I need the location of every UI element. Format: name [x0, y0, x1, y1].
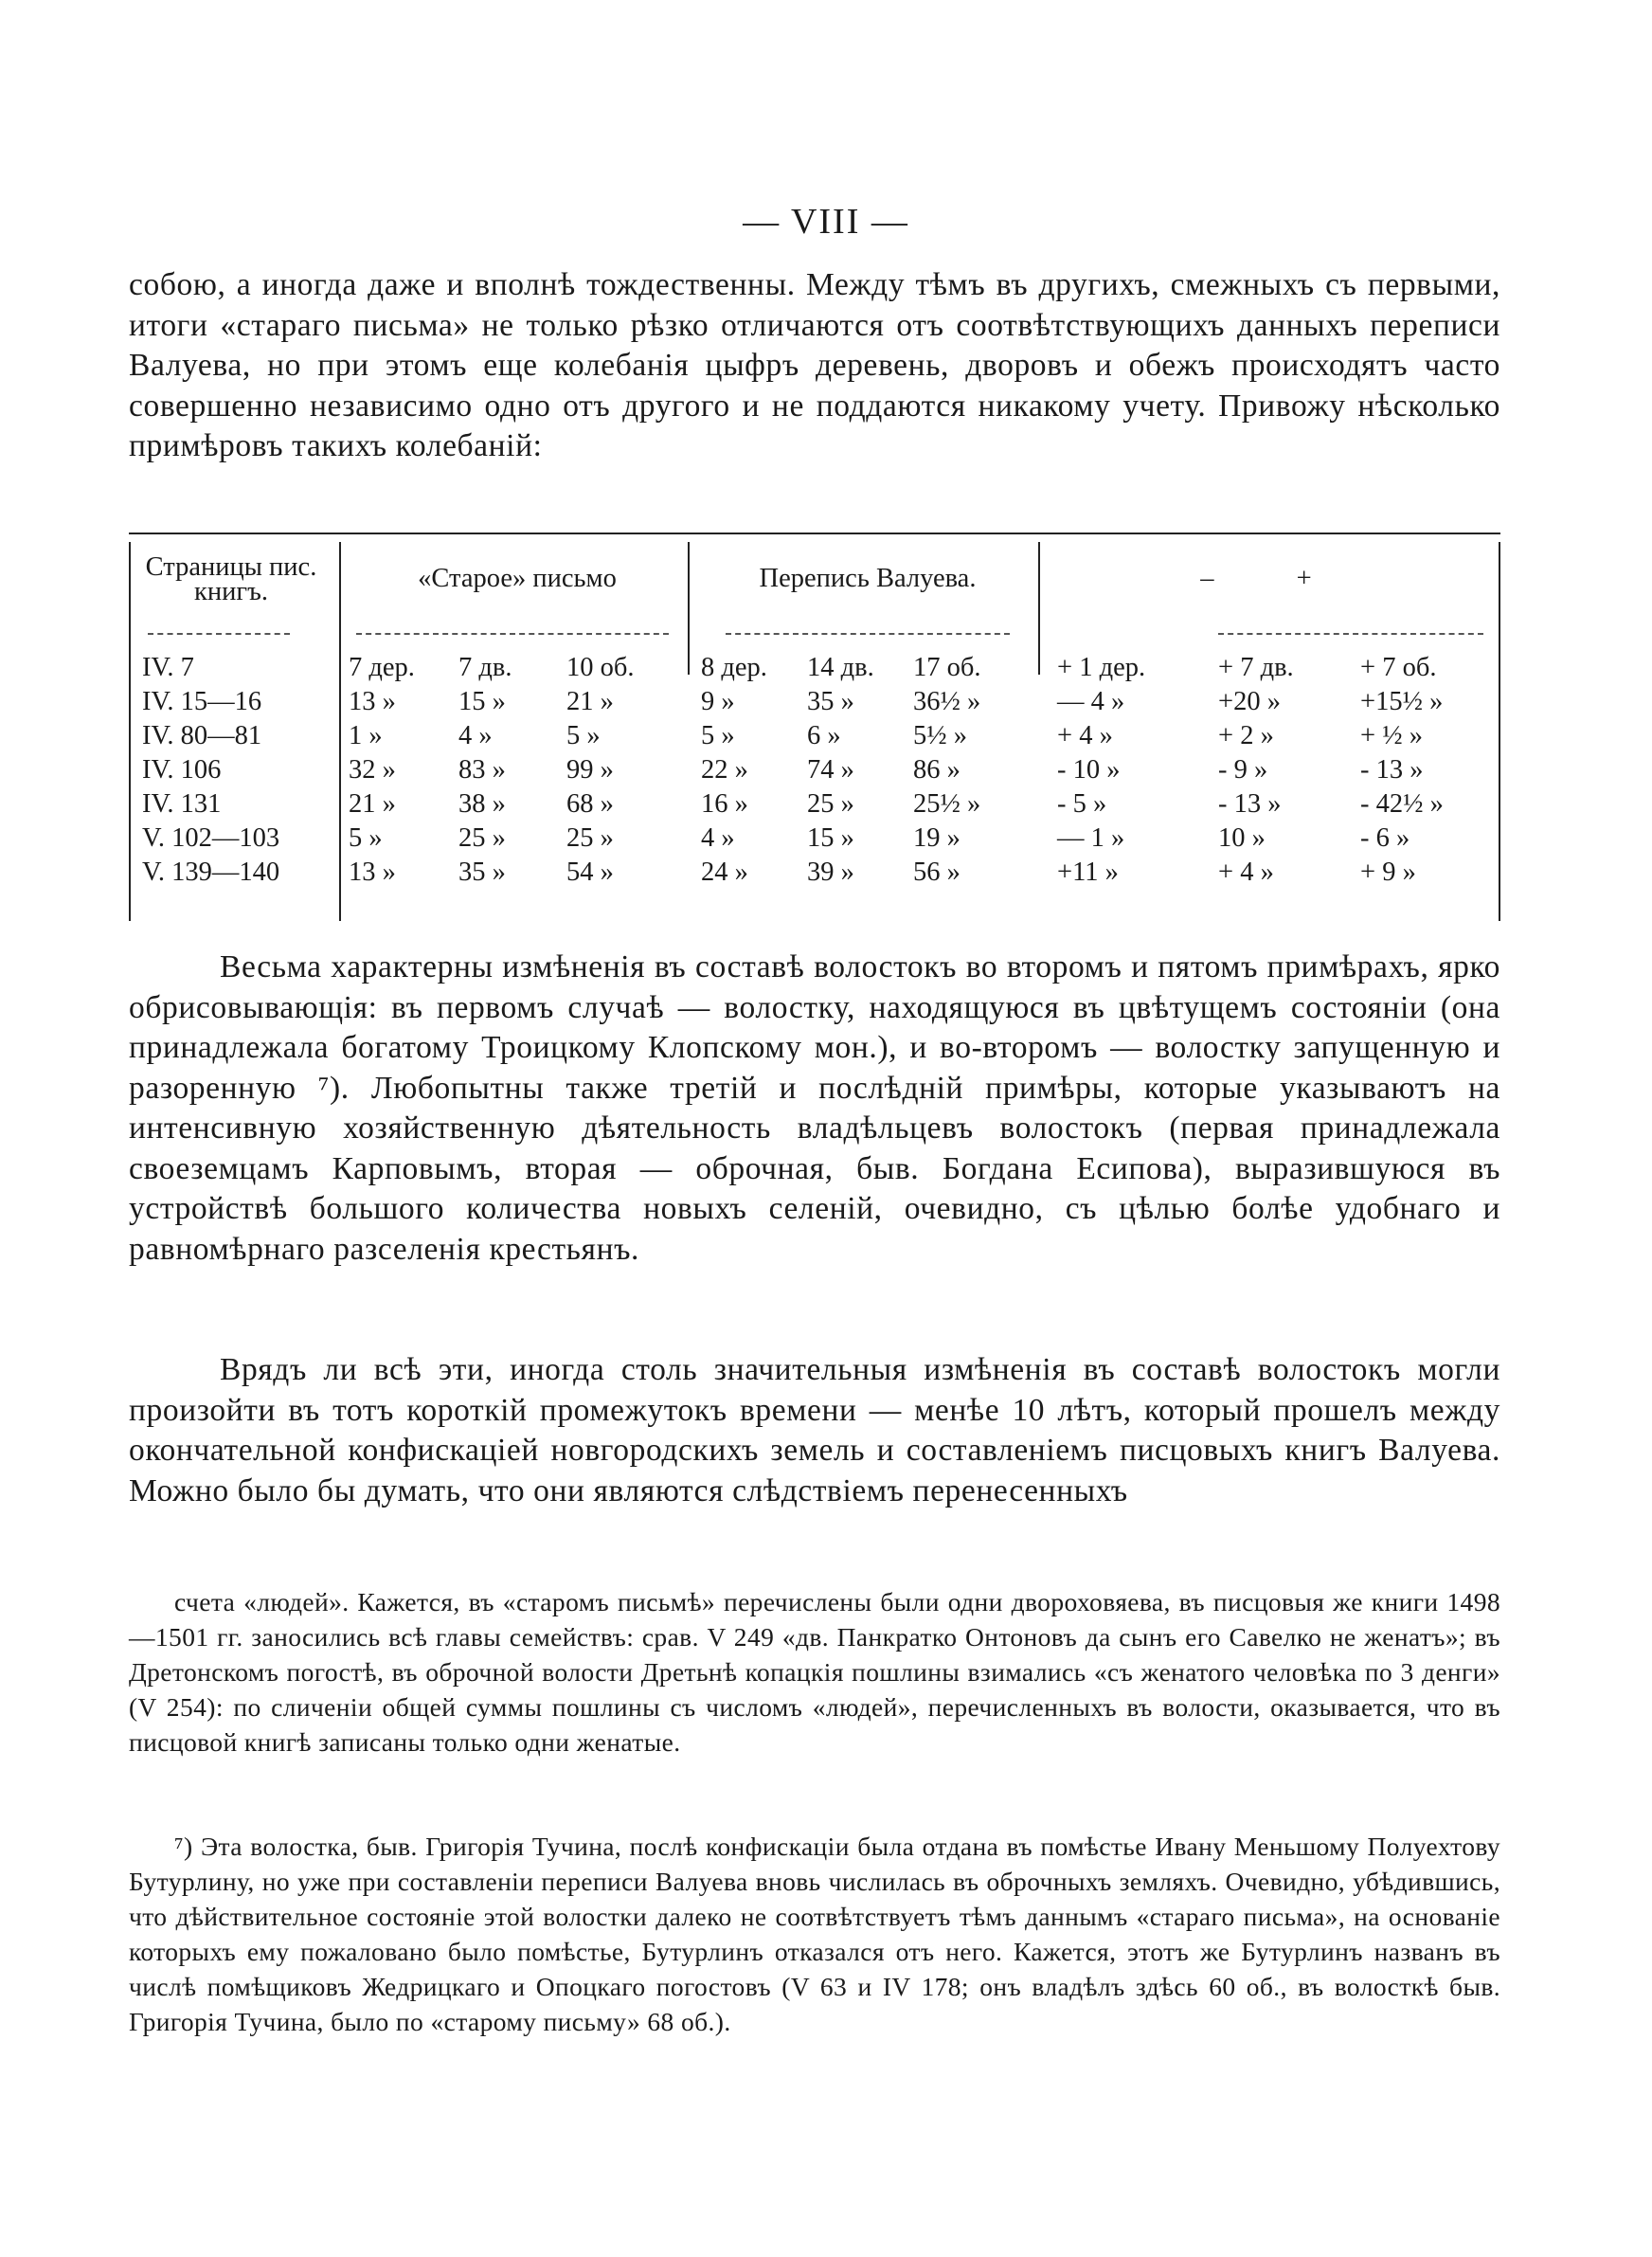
header-rule	[148, 633, 290, 635]
table-cell-d1: +11 »	[1057, 858, 1119, 887]
table-cell-v3: 36½ »	[913, 687, 981, 716]
table-cell-d1: — 4 »	[1057, 687, 1125, 716]
table-cell-v3: 56 »	[913, 858, 961, 887]
comparison-table	[129, 533, 1500, 921]
table-cell-d3: +15½ »	[1360, 687, 1444, 716]
paragraph-changes: Весьма характерны измѣненія въ составѣ волостокъ во второмъ и пятомъ примѣрахъ, ярко обрисовывающія: въ первомъ случаѣ — волостку, находящуюся въ цвѣтущемъ состояніи (она принадлежала богатому Троицкому Клопскому мон.), и во-второмъ — волостку запущенную и разоренную ⁷). Любопытны также третій и послѣдній примѣры, которые указываютъ на интенсивную хозяйственную дѣятельность владѣльцевъ волостокъ (первая принадлежала своеземцамъ Карповымъ, вторая — оброчная, быв. Богдана Есипова), выразившуюся въ устройствѣ большого количества новыхъ селеній, очевидно, съ цѣлью болѣе удобнаго и равномѣрнаго разселенія крестьянъ.	[129, 949, 1500, 1267]
table-cell-v3: 19 »	[913, 823, 961, 853]
header-difference: – +	[1200, 564, 1350, 593]
paragraph-doubt: Врядъ ли всѣ эти, иногда столь значительныя измѣненія въ составѣ волостокъ могли произойти въ тотъ короткій промежутокъ времени — менѣе 10 лѣтъ, который прошелъ между окончательной конфискаціей новгородскихъ земель и составленіемъ писцовыхъ книгъ Валуева. Можно было бы думать, что они являются слѣдствіемъ перенесенныхъ	[129, 1352, 1500, 1508]
table-cell-d2: 10 »	[1218, 823, 1266, 853]
table-row	[129, 653, 1500, 687]
table-cell-v3: 17 об.	[913, 653, 981, 682]
table-cell-v2: 74 »	[807, 755, 854, 785]
table-cell-d3: - 42½ »	[1360, 789, 1444, 819]
header-rule	[356, 633, 669, 635]
table-cell-o3: 68 »	[566, 789, 614, 819]
table-cell-o3: 10 об.	[566, 653, 635, 682]
table-cell-v1: 24 »	[701, 858, 748, 887]
table-cell-v2: 35 »	[807, 687, 854, 716]
table-cell-o1: 7 дер.	[349, 653, 415, 682]
table-cell-d1: + 1 дер.	[1057, 653, 1146, 682]
table-cell-d2: +20 »	[1218, 687, 1281, 716]
table-cell-o3: 25 »	[566, 823, 614, 853]
table-cell-page: IV. 131	[142, 789, 222, 819]
footnote-continuation: счета «людей». Кажется, въ «старомъ письмѣ» перечислены были одни двороховяева, въ писцовыя же книги 1498—1501 гг. заносились всѣ главы семействъ: срав. V 249 «дв. Панкратко Онтоновъ да сынъ его Савелко не женатъ»; въ Дретонскомъ погостѣ, въ оброчной волости Дретьнѣ копацкія пошлины взимались «съ женатого человѣка по 3 денги» (V 254): по сличеніи общей суммы пошлины съ числомъ «людей», перечисленныхъ въ волости, оказывается, что въ писцовой книгѣ записаны только одни женатые.	[129, 1587, 1500, 1757]
table-cell-v1: 9 »	[701, 687, 735, 716]
table-cell-o1: 21 »	[349, 789, 396, 819]
table-cell-v2: 6 »	[807, 721, 841, 750]
table-cell-o1: 1 »	[349, 721, 383, 750]
table-cell-v3: 86 »	[913, 755, 961, 785]
table-cell-o2: 35 »	[458, 858, 506, 887]
table-cell-o2: 15 »	[458, 687, 506, 716]
table-cell-d3: - 13 »	[1360, 755, 1424, 785]
header-rule	[726, 633, 1010, 635]
table-cell-v1: 4 »	[701, 823, 735, 853]
table-cell-o2: 25 »	[458, 823, 506, 853]
table-cell-page: IV. 15—16	[142, 687, 262, 716]
table-row	[129, 721, 1500, 755]
table-cell-d2: - 13 »	[1218, 789, 1282, 819]
table-cell-page: IV. 7	[142, 653, 194, 682]
table-cell-v3: 25½ »	[913, 789, 981, 819]
table-cell-o3: 54 »	[566, 858, 614, 887]
table-cell-d1: - 10 »	[1057, 755, 1121, 785]
table-cell-page: V. 102—103	[142, 823, 280, 853]
table-cell-d2: + 2 »	[1218, 721, 1274, 750]
table-cell-o2: 83 »	[458, 755, 506, 785]
table-cell-o2: 38 »	[458, 789, 506, 819]
paragraph-intro: собою, а иногда даже и вполнѣ тождественны. Между тѣмъ въ другихъ, смежныхъ съ первыми, итоги «стараго письма» не только рѣзко отличаются отъ соотвѣтствующихъ данныхъ переписи Валуева, но при этомъ еще колебанія цыфръ деревень, дворовъ и обежъ происходятъ часто совершенно независимо одно отъ другого и не поддаются никакому учету. Привожу нѣсколько примѣровъ такихъ колебаній:	[129, 267, 1500, 463]
table-cell-v1: 5 »	[701, 721, 735, 750]
table-cell-page: V. 139—140	[142, 858, 280, 887]
table-cell-v3: 5½ »	[913, 721, 967, 750]
table-cell-d2: - 9 »	[1218, 755, 1268, 785]
table-cell-o1: 5 »	[349, 823, 383, 853]
table-cell-d1: — 1 »	[1057, 823, 1125, 853]
table-cell-o3: 21 »	[566, 687, 614, 716]
header-valuev-census: Перепись Валуева.	[759, 564, 977, 593]
table-cell-v1: 16 »	[701, 789, 748, 819]
table-cell-o1: 32 »	[349, 755, 396, 785]
header-rule	[1218, 633, 1483, 635]
table-cell-v2: 25 »	[807, 789, 854, 819]
table-cell-d1: - 5 »	[1057, 789, 1107, 819]
table-cell-v2: 39 »	[807, 858, 854, 887]
table-cell-d3: + 7 об.	[1360, 653, 1437, 682]
table-cell-page: IV. 106	[142, 755, 222, 785]
header-pages: Страницы пис. книгъ.	[145, 552, 317, 606]
header-old-letter: «Старое» письмо	[418, 564, 617, 593]
table-cell-o3: 99 »	[566, 755, 614, 785]
table-row	[129, 755, 1500, 789]
table-cell-o1: 13 »	[349, 858, 396, 887]
table-cell-d1: + 4 »	[1057, 721, 1113, 750]
table-cell-page: IV. 80—81	[142, 721, 262, 750]
table-cell-o2: 4 »	[458, 721, 493, 750]
table-cell-v1: 8 дер.	[701, 653, 767, 682]
table-cell-v2: 14 дв.	[807, 653, 874, 682]
table-cell-d2: + 7 дв.	[1218, 653, 1294, 682]
table-cell-o1: 13 »	[349, 687, 396, 716]
table-cell-d3: - 6 »	[1360, 823, 1410, 853]
footnote-7: ⁷) Эта волостка, быв. Григорія Тучина, послѣ конфискаціи была отдана въ помѣстье Ивану Меньшому Полуехтову Бутурлину, но уже при составленіи переписи Валуева вновь числилась въ оброчныхъ земляхъ. Очевидно, убѣдившись, что дѣйствительное состояніе этой волостки далеко не соотвѣтствуетъ тѣмъ даннымъ «стараго письма», на основаніе которыхъ ему пожаловано было помѣстье, Бутурлинъ отказался отъ него. Кажется, этотъ же Бутурлинъ названъ въ числѣ помѣщиковъ Жедрицкаго и Опоцкаго погостовъ (V 63 и IV 178; онъ владѣлъ здѣсь 60 об., въ волосткѣ быв. Григорія Тучина, было по «старому письму» 68 об.).	[129, 1832, 1500, 2036]
table-row	[129, 823, 1500, 858]
table-row	[129, 858, 1500, 892]
table-cell-v2: 15 »	[807, 823, 854, 853]
page-number: — VIII —	[743, 202, 909, 242]
table-cell-o2: 7 дв.	[458, 653, 512, 682]
table-row	[129, 789, 1500, 823]
table-cell-v1: 22 »	[701, 755, 748, 785]
table-cell-d3: + ½ »	[1360, 721, 1423, 750]
table-row	[129, 687, 1500, 721]
table-cell-d2: + 4 »	[1218, 858, 1274, 887]
table-cell-o3: 5 »	[566, 721, 601, 750]
table-cell-d3: + 9 »	[1360, 858, 1416, 887]
